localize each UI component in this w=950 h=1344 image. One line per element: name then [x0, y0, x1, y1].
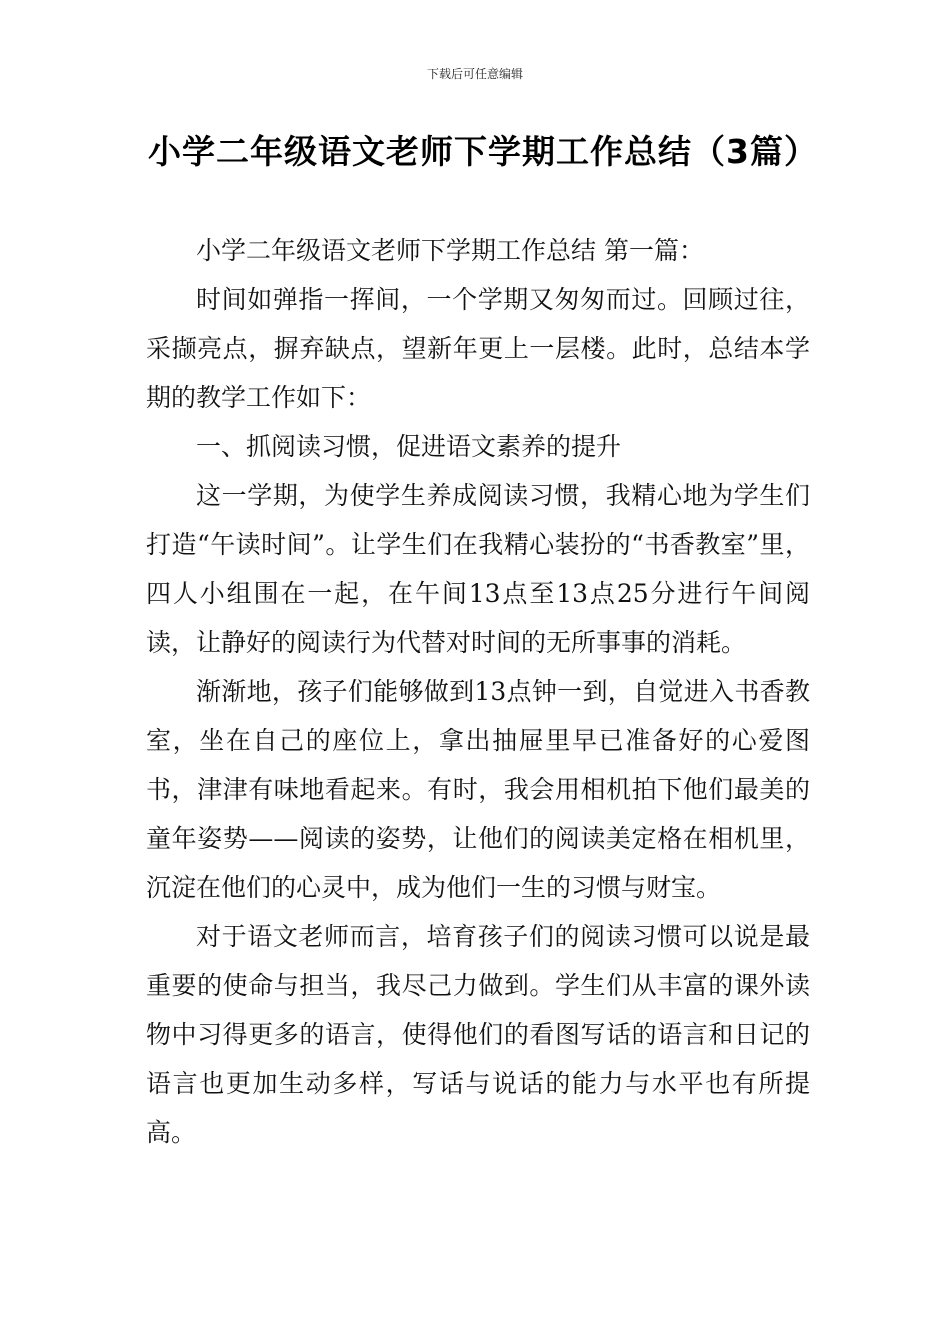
paragraph-noon-reading: 这一学期，为使学生养成阅读习惯，我精心地为学生们打造“午读时间”。让学生们在我精心装扮的“书香教室”里，四人小组围在一起，在午间13点至13点25分进行午间阅读，让静好的阅读行为代替对时间的无所事事的消耗。: [146, 481, 810, 657]
section-heading-first-article: 小学二年级语文老师下学期工作总结 第一篇：: [196, 236, 704, 265]
paragraph-intro: 时间如弹指一挥间，一个学期又匆匆而过。回顾过往，采撷亮点，摒弃缺点，望新年更上一层楼。此时，总结本学期的教学工作如下：: [146, 285, 810, 412]
header-note: 下载后可任意编辑: [426, 67, 523, 81]
paragraph-mission: 对于语文老师而言，培育孩子们的阅读习惯可以说是最重要的使命与担当，我尽己力做到。学生们从丰富的课外读物中习得更多的语言，使得他们的看图写话的语言和日记的语言也更加生动多样，写话与说话的能力与水平也有所提高。: [146, 922, 810, 1147]
document-title: 小学二年级语文老师下学期工作总结（3篇）: [148, 132, 818, 171]
paragraph-gradually: 渐渐地，孩子们能够做到13点钟一到，自觉进入书香教室，坐在自己的座位上，拿出抽屉里早已准备好的心爱图书，津津有味地看起来。有时，我会用相机拍下他们最美的童年姿势——阅读的姿势，让他们的阅读美定格在相机里，沉淀在他们的心灵中，成为他们一生的习惯与财宝。: [146, 677, 810, 902]
document-body: [146, 226, 810, 1157]
section-heading-reading-habits: 一、抓阅读习惯，促进语文素养的提升: [196, 432, 622, 461]
